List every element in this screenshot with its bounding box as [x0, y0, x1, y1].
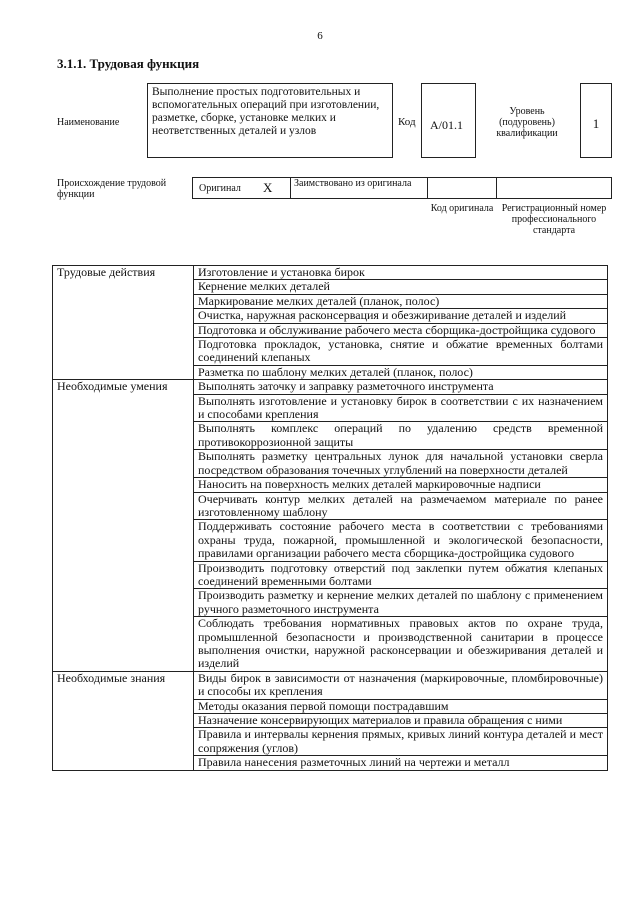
borrowed-cell: Заимствовано из оригинала: [290, 177, 428, 199]
table-row: [53, 380, 608, 394]
table-cell: Правила и интервалы кернения прямых, кривых линий контура деталей и мест сопряжения (углов): [194, 728, 608, 756]
level-label: Уровень (подуровень) квалификации: [496, 106, 558, 139]
table-cell: Очистка, наружная расконсервация и обезжиривание деталей и изделий: [194, 309, 608, 323]
name-label: Наименование: [57, 117, 120, 128]
reg-number-cell: [496, 177, 612, 199]
table-row: [53, 266, 608, 280]
table-cell: Подготовка и обслуживание рабочего места сборщика-достройщика судового: [194, 323, 608, 337]
table-cell: Правила нанесения разметочных линий на чертежи и металл: [194, 756, 608, 770]
table-cell: Методы оказания первой помощи пострадавшим: [194, 699, 608, 713]
origin-label: Происхождение трудовой функции: [57, 178, 167, 200]
table-cell: Подготовка прокладок, установка, снятие и обжатие временных болтами соединений клепаных: [194, 338, 608, 366]
reg-number-caption: Регистрационный номер профессионального стандарта: [501, 203, 607, 236]
code-value-box: A/01.1: [421, 83, 476, 158]
table-cell: Поддерживать состояние рабочего места в соответствии с требованиями охраны труда, пожарной, промышленной и экологической безопасности, правилами организации рабочего места сборщика-достройщика судового: [194, 520, 608, 561]
function-table: [52, 265, 608, 771]
table-cell: Маркирование мелких деталей (планок, полос): [194, 294, 608, 308]
group-label-knowledge: Необходимые знания: [53, 671, 194, 770]
original-cell: [192, 177, 291, 199]
group-label-actions: Трудовые действия: [53, 266, 194, 380]
table-cell: Разметка по шаблону мелких деталей (планок, полос): [194, 365, 608, 379]
code-label: Код: [398, 116, 416, 128]
section-title: 3.1.1. Трудовая функция: [57, 56, 200, 71]
table-cell: Виды бирок в зависимости от назначения (маркировочные, пломбировочные) и способы их крепления: [194, 671, 608, 699]
table-cell: Очерчивать контур мелких деталей на размечаемом материале по ранее изготовленному шаблону: [194, 492, 608, 520]
page-number: 6: [317, 30, 323, 42]
table-cell: Изготовление и установка бирок: [194, 266, 608, 280]
table-cell: Кернение мелких деталей: [194, 280, 608, 294]
table-cell: Выполнять разметку центральных лунок для начальной установки сверла посредством образования точечных углублений на поверхности деталей: [194, 450, 608, 478]
table-cell: Производить подготовку отверстий под заклепки путем обжатия клепаных соединений временными болтами: [194, 561, 608, 589]
table-cell: Выполнять комплекс операций по удалению средств временной противокоррозионной защиты: [194, 422, 608, 450]
table-cell: Производить разметку и кернение мелких деталей по шаблону с применением ручного разметочного инструмента: [194, 589, 608, 617]
table-cell: Назначение консервирующих материалов и правила обращения с ними: [194, 714, 608, 728]
function-name-box: Выполнение простых подготовительных и вспомогательных операций при изготовлении, разметке, сборке, установке мелких и неответственных деталей и узлов: [147, 83, 393, 158]
group-label-skills: Необходимые умения: [53, 380, 194, 672]
table-cell: Соблюдать требования нормативных правовых актов по охране труда, промышленной безопасности и производственной санитарии в процессе выполнения очистки, наружной расконсервации и обезжиривания деталей и изделий: [194, 617, 608, 672]
code-original-caption: Код оригинала: [430, 203, 494, 214]
table-cell: Выполнять заточку и заправку разметочного инструмента: [194, 380, 608, 394]
level-value-box: 1: [580, 83, 612, 158]
code-original-cell: [427, 177, 497, 199]
table-row: [53, 671, 608, 699]
table-cell: Выполнять изготовление и установку бирок в соответствии с их назначением и способами крепления: [194, 394, 608, 422]
original-mark: X: [263, 180, 273, 195]
original-label: Оригинал: [199, 183, 241, 194]
table-cell: Наносить на поверхность мелких деталей маркировочные надписи: [194, 478, 608, 492]
